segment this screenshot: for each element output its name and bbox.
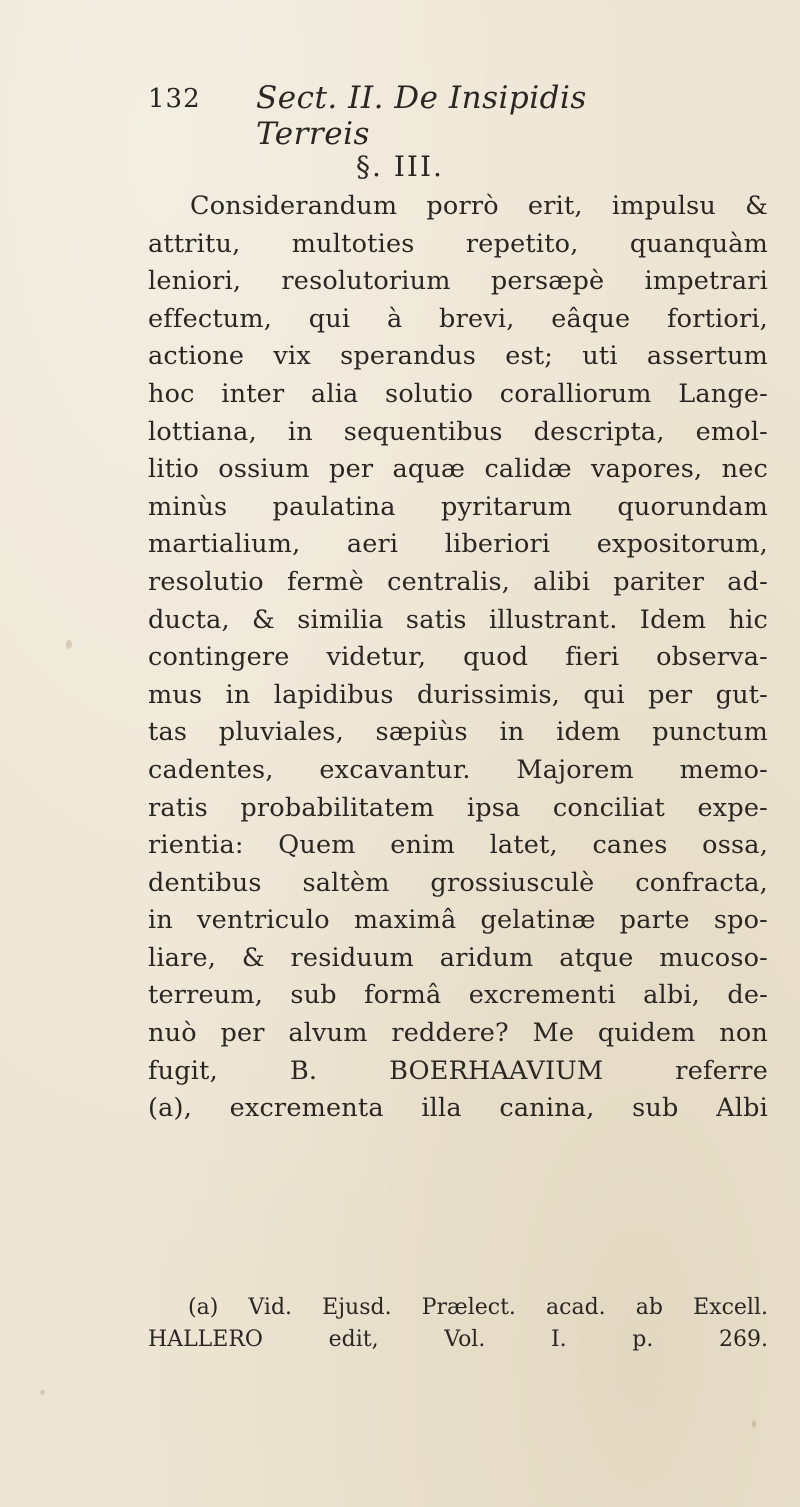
text-line: terreum, sub formâ excrementi albi, de- [148, 980, 768, 1011]
text-line: minùs paulatina pyritarum quorundam [148, 491, 768, 522]
text-line: (a), excrementa illa canina, sub Albi [148, 1093, 768, 1124]
text-line: mus in lapidibus durissimis, qui per gut- [148, 679, 768, 710]
paper-spot [66, 640, 72, 649]
text-line: nuò per alvum reddere? Me quidem non [148, 1018, 768, 1049]
text-line: hoc inter alia solutio coralliorum Lange- [148, 378, 768, 409]
text-line: in ventriculo maximâ gelatinæ parte spo- [148, 905, 768, 936]
text-line: tas pluviales, sæpiùs in idem punctum [148, 717, 768, 748]
running-head-title: Sect. II. De Insipidis Terreis [256, 80, 587, 152]
text-line: resolutio fermè centralis, alibi pariter ad- [148, 566, 768, 597]
text-line: lottiana, in sequentibus descripta, emol- [148, 416, 768, 447]
body-text [148, 188, 768, 1128]
text-line: rientia: Quem enim latet, canes ossa, [148, 830, 768, 861]
page-number: 132 [148, 84, 201, 114]
text-line: ducta, & similia satis illustrant. Idem hic [148, 604, 768, 635]
text-line: effectum, qui à brevi, eâque fortiori, [148, 303, 768, 334]
footnote-line: HALLERO edit, Vol. I. p. 269. [148, 1327, 768, 1352]
footnote-line: (a) Vid. Ejusd. Prælect. acad. ab Excell. [188, 1295, 768, 1320]
paper-spot [752, 1420, 756, 1428]
text-line: Considerandum porrò erit, impulsu & [190, 191, 768, 221]
text-line: fugit, B. BOERHAAVIUM referre [148, 1055, 768, 1086]
text-line: actione vix sperandus est; uti assertum [148, 341, 768, 372]
text-line: attritu, multoties repetito, quanquàm [148, 228, 768, 259]
text-line: liare, & residuum aridum atque mucoso- [148, 942, 768, 973]
section-heading: §. III. [356, 150, 444, 183]
text-line: dentibus saltèm grossiusculè confracta, [148, 867, 768, 898]
running-head [148, 80, 708, 152]
text-line: contingere videtur, quod fieri observa- [148, 642, 768, 673]
text-line: martialium, aeri liberiori expositorum, [148, 529, 768, 560]
text-line: leniori, resolutorium persæpè impetrari [148, 266, 768, 297]
text-line: litio ossium per aquæ calidæ vapores, nec [148, 454, 768, 485]
text-line: ratis probabilitatem ipsa conciliat expe- [148, 792, 768, 823]
text-line: cadentes, excavantur. Majorem memo- [148, 754, 768, 785]
footnote [148, 1292, 768, 1356]
paper-spot [40, 1390, 45, 1395]
